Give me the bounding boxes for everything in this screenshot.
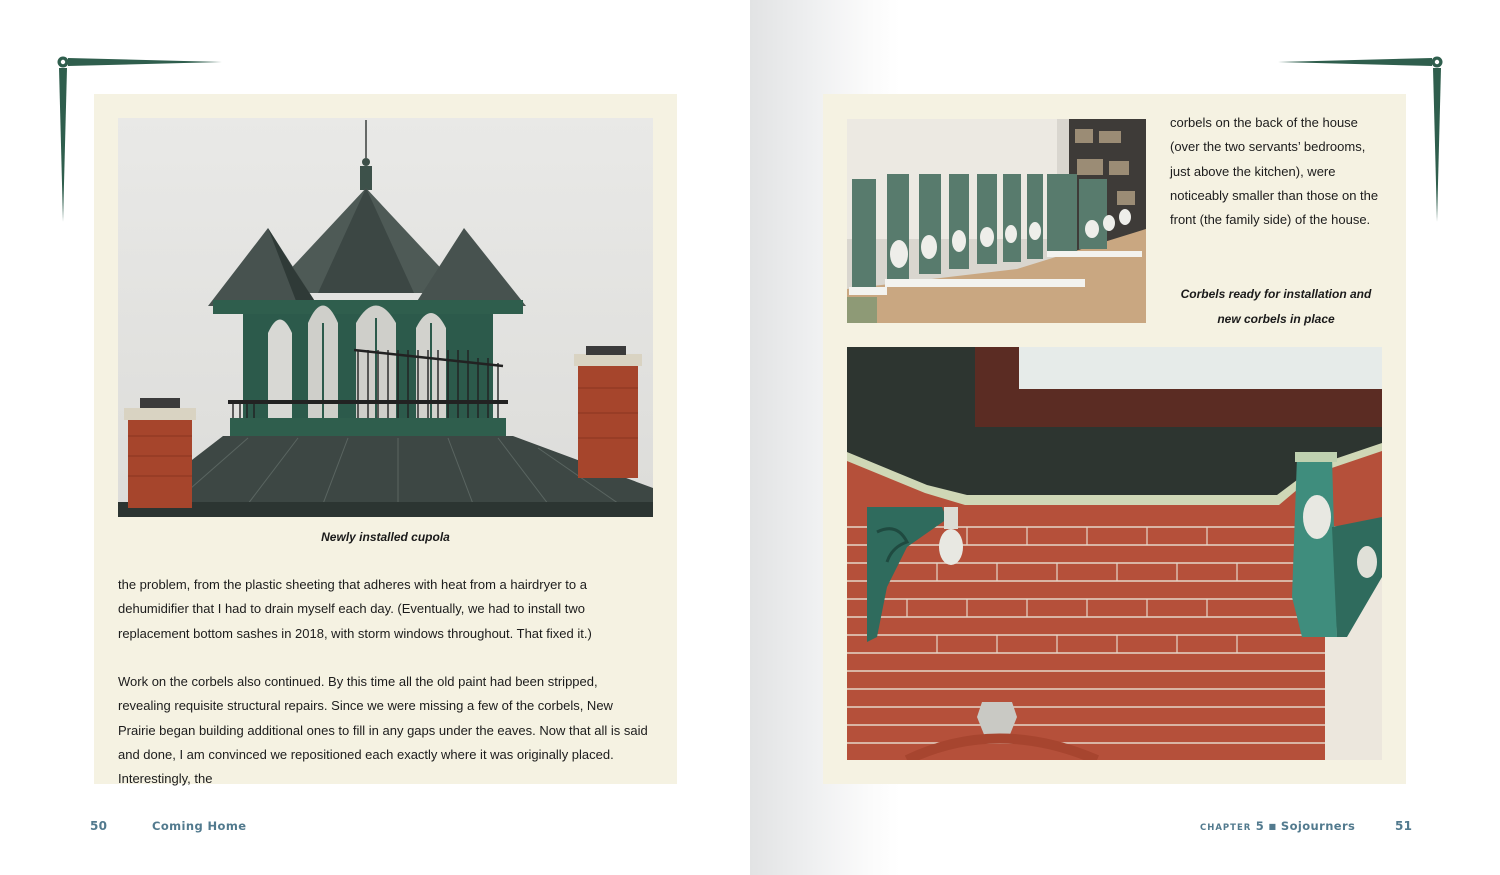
page-number-right: 51 — [1395, 819, 1413, 833]
cupola-photo — [118, 118, 653, 517]
paragraph-2: Work on the corbels also continued. By this time all the old paint had been stripped, revealing requisite structural repairs. Since we were missing a few of the corbels, New Prairie began building additional ones to fill in any gaps under the eaves. Now that all is said and done, I am convinced we repositioned each exactly where it was originally placed. Interestingly, the — [118, 674, 648, 787]
corbels-photo — [847, 119, 1146, 323]
right-content-panel — [823, 94, 1406, 784]
chapter-title: Sojourners — [1280, 819, 1356, 833]
book-title: Coming Home — [152, 819, 247, 833]
left-body-text — [118, 573, 653, 792]
chapter-word: CHAPTER — [1200, 823, 1252, 833]
paragraph-1: the problem, from the plastic sheeting that adheres with heat from a hairdryer to a dehumidifier that I had to drain myself each day. (Eventually, we had to install two replacement bottom sashes in 2018, with storm windows throughout. That fixed it.) — [118, 577, 592, 641]
chapter-number: 5 — [1255, 819, 1265, 833]
chapter-running-head — [1200, 819, 1355, 833]
corbels-caption: Corbels ready for installation and new corbels in place — [1180, 287, 1372, 326]
separator-icon: ■ — [1268, 822, 1277, 831]
right-body-text: corbels on the back of the house (over the two servants’ bedrooms, just above the kitchen), were noticeably smaller than those on the front (the family side) of the house. — [1170, 115, 1379, 228]
left-content-panel — [94, 94, 677, 787]
page-number-left: 50 — [90, 819, 108, 833]
installed-corbels-photo — [847, 347, 1382, 760]
cupola-caption: Newly installed cupola — [321, 530, 450, 544]
right-page — [750, 0, 1500, 875]
